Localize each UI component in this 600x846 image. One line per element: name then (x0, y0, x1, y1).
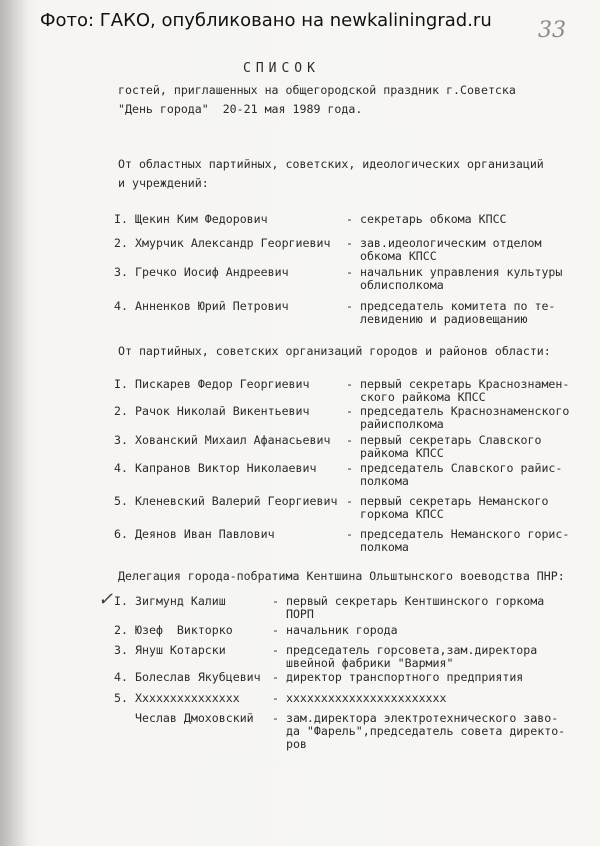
list-item-number: 5. (114, 494, 128, 508)
list-item-number: 2. (114, 236, 128, 250)
guest-position: - первый секретарь Краснознамен- (346, 377, 570, 391)
guest-position: да "Фарель",председатель совета директо- (272, 724, 566, 738)
guest-position: ПОРП (272, 607, 314, 621)
list-item-number: 2. (114, 623, 128, 637)
list-item-number: 3. (114, 433, 128, 447)
guest-position: - председатель Краснознаменского (346, 404, 570, 418)
guest-position: обкома КПСС (346, 249, 437, 263)
guest-name: Хмурчик Александр Георгиевич (135, 236, 331, 250)
list-item-number: I. (114, 212, 128, 226)
document-title: СПИСОК (243, 61, 320, 76)
guest-position: швейной фабрики "Вармия" (272, 656, 454, 670)
list-item-number: 4. (114, 461, 128, 475)
guest-position: - председатель Неманского горис- (346, 527, 570, 541)
guest-position: облисполкома (346, 278, 444, 292)
list-item-number: 3. (114, 643, 128, 657)
guest-position: - председатель комитета по те- (346, 299, 556, 313)
guest-position: райкома КПСС (346, 446, 444, 460)
guest-name: Юзеф Викторко (135, 623, 233, 637)
guest-name: Деянов Иван Павлович (135, 527, 275, 541)
guest-position: ского райкома КПСС (346, 390, 486, 404)
guest-position: - секретарь обкома КПСС (346, 212, 507, 226)
guest-position: - первый секретарь Славского (346, 433, 542, 447)
photo-credit-watermark: Фото: ГАКО, опубликовано на newkaliningrad.ru (40, 10, 492, 31)
guest-name: Анненков Юрий Петрович (135, 299, 289, 313)
guest-position: райисполкома (346, 417, 444, 431)
guest-name: Болеслав Якубцевич (135, 670, 261, 684)
list-item-number: I. (114, 377, 128, 391)
guest-position: - председатель Славского райис- (346, 461, 563, 475)
guest-name: Рачок Николай Викентьевич (135, 404, 310, 418)
guest-name: Хованский Михаил Афанасьевич (135, 433, 331, 447)
guest-position: - первый секретарь Кентшинского горкома (272, 594, 545, 608)
guest-position: - ххххххххххххххххххххххх (272, 691, 447, 705)
section-heading: От областных партийных, советских, идеологических организаций (118, 157, 544, 171)
list-item-number: 5. (114, 691, 128, 705)
list-item-number: 4. (114, 299, 128, 313)
guest-name: Гречко Иосиф Андреевич (135, 265, 289, 279)
guest-position: ров (272, 737, 307, 751)
list-item-number: 3. (114, 265, 128, 279)
guest-position: - начальник города (272, 623, 398, 637)
intro-line: гостей, приглашенных на общегородской праздник г.Советска (118, 83, 516, 97)
intro-line: "День города" 20-21 мая 1989 года. (118, 102, 363, 116)
list-item-number: 2. (114, 404, 128, 418)
guest-name: Чеслав Дмоховский (135, 711, 254, 725)
section-heading: От партийных, советских организаций городов и районов области: (118, 344, 551, 358)
guest-name: Зигмунд Калиш (135, 594, 226, 608)
guest-name: Кленевский Валерий Георгиевич (135, 494, 338, 508)
guest-name: Ххххххххххххххх (135, 691, 240, 705)
section-heading: и учреждений: (118, 176, 209, 190)
guest-position: - первый секретарь Неманского (346, 494, 549, 508)
guest-position: - директор транспортного предприятия (272, 670, 524, 684)
guest-position: горкома КПСС (346, 507, 444, 521)
guest-name: Януш Котарски (135, 643, 226, 657)
handwritten-checkmark: ✓ (98, 589, 114, 610)
guest-position: - председатель горсовета,зам.директора (272, 643, 538, 657)
list-item-number: 4. (114, 670, 128, 684)
section-heading: Делегация города-побратима Кентшина Ольштынского воеводства ПНР: (118, 569, 565, 583)
list-item-number: 6. (114, 527, 128, 541)
guest-name: Щекин Ким Федорович (135, 212, 268, 226)
guest-position: полкома (346, 540, 409, 554)
guest-name: Капранов Виктор Николаевич (135, 461, 317, 475)
guest-position: левидению и радиовещанию (346, 312, 528, 326)
guest-name: Пискарев Федор Георгиевич (135, 377, 310, 391)
guest-position: полкома (346, 474, 409, 488)
guest-position: - начальник управления культуры (346, 265, 563, 279)
list-item-number: I. (114, 594, 128, 608)
page-number: 33 (538, 18, 566, 43)
guest-position: - зав.идеологическим отделом (346, 236, 542, 250)
guest-position: - зам.директора электротехнического заво- (272, 711, 559, 725)
